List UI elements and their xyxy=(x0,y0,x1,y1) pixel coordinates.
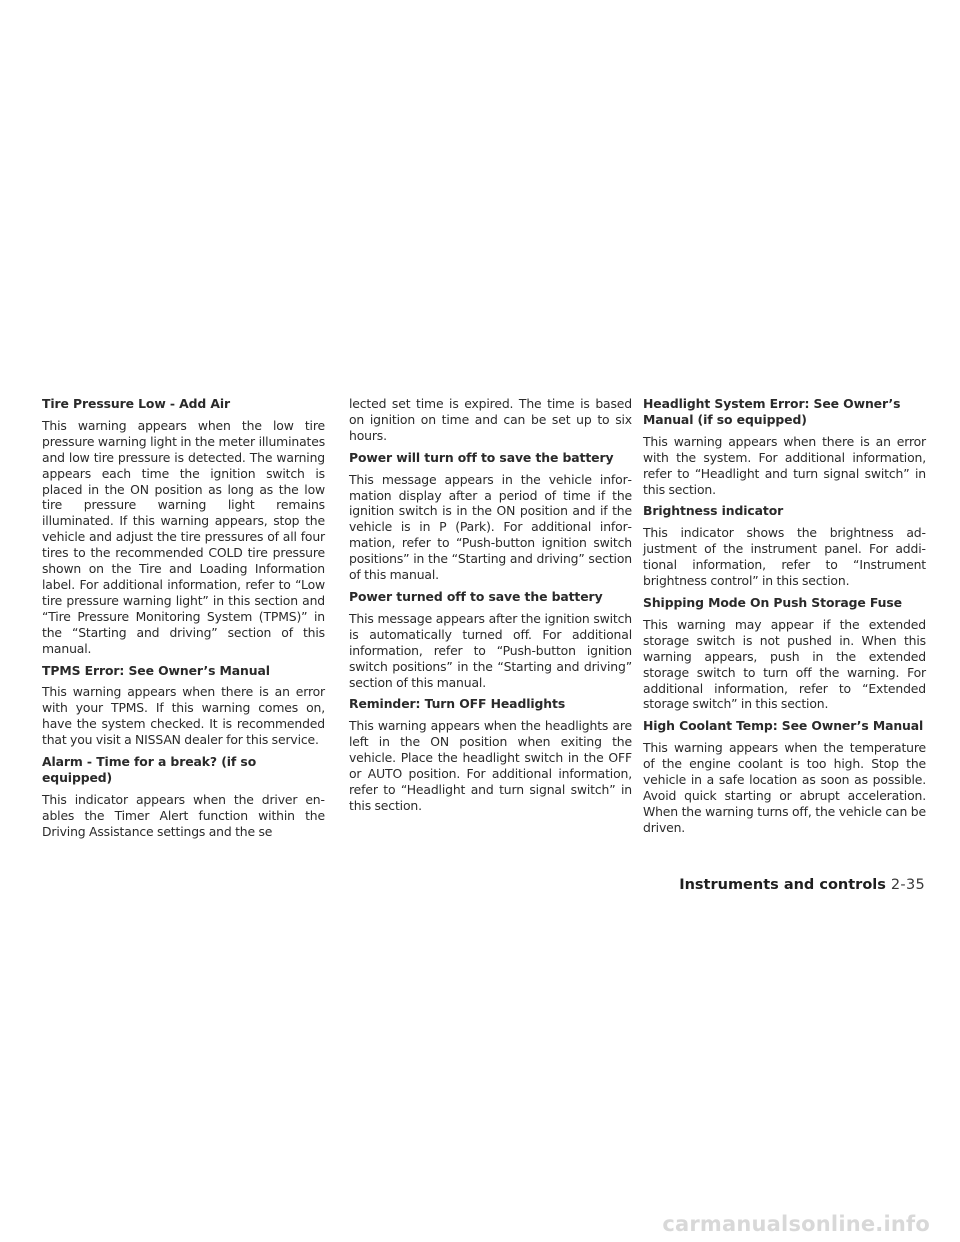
section-heading: Alarm - Time for a break? (if so equipped) xyxy=(42,754,257,785)
body-paragraph: This message appears after the ignition switch is automatically turned off. For additional information, refer to “Push-button ignition switch positions” in the “Starting and driving” section of this manual. xyxy=(349,610,632,690)
body-paragraph: lected set time is expired. The time is based on ignition on time and can be set up to six hours. xyxy=(349,396,632,443)
body-paragraph: This indicator shows the brightness adjustment of the instrument panel. For additional information, refer to “Instrument brightness control” in this section. xyxy=(643,525,926,589)
text-column-3 xyxy=(643,396,926,842)
body-paragraph: This warning appears when the temperature of the engine coolant is too high. Stop the vehicle in a safe location as soon as possible. Avoid quick starting or abrupt acceleration. When the warning turns off, the vehicle can be driven. xyxy=(643,740,926,835)
page-footer xyxy=(679,877,925,893)
body-paragraph: This warning appears when the headlights are left in the ON position when exiting the vehicle. Place the headlight switch in the OFF or AUTO position. For additional information, refer to “Headlight and turn signal switch” in this section. xyxy=(349,718,632,813)
body-paragraph: This warning appears when the low tire pressure warning light in the meter illuminates and low tire pressure is detected. The warning appears each time the ignition switch is placed in the ON position as long as the low tire pressure warning light remains illuminated. If this warning appears, stop the vehicle and adjust the tire pressures of all four tires to the recommended COLD tire pressure shown on the Tire and Loading Information label. For additional information, refer to “Low tire pressure warning light” in this section and “Tire Pressure Monitoring System (TPMS)” in the “Starting and driving” section of this manual. xyxy=(42,417,325,656)
body-paragraph: This warning appears when there is an error with the system. For additional information, refer to “Headlight and turn signal switch” in this section. xyxy=(643,433,926,497)
body-paragraph: This warning appears when there is an error with your TPMS. If this warning comes on, have the system checked. It is recommended that you visit a NISSAN dealer for this service. xyxy=(42,684,325,748)
section-heading: Reminder: Turn OFF Headlights xyxy=(349,696,566,712)
text-column-1 xyxy=(42,396,325,846)
section-heading: Power will turn off to save the battery xyxy=(349,449,614,465)
body-paragraph: This indicator appears when the driver enables the Timer Alert function within the Driving Assistance settings and the se xyxy=(42,791,325,839)
section-heading: Shipping Mode On Push Storage Fuse xyxy=(643,594,902,610)
section-heading: Headlight System Error: See Owner’s Manual (if so equipped) xyxy=(643,396,901,427)
body-paragraph: This message appears in the vehicle information display after a period of time if the ignition switch is in the ON position and if the vehicle is in P (Park). For additional information, refer to “Push-button ignition switch positions” in the “Starting and driving” section of this manual. xyxy=(349,471,632,583)
section-heading: High Coolant Temp: See Owner’s Manual xyxy=(643,718,924,734)
footer-section-title: Instruments and controls xyxy=(679,877,886,893)
section-heading: Brightness indicator xyxy=(643,503,784,519)
footer-page-number: 2-35 xyxy=(890,877,925,893)
text-column-2 xyxy=(349,396,632,820)
watermark-text: carmanualsonline.info xyxy=(662,1212,930,1236)
section-heading: Tire Pressure Low - Add Air xyxy=(42,396,231,411)
section-heading: TPMS Error: See Owner’s Manual xyxy=(42,662,270,678)
body-paragraph: This warning may appear if the extended storage switch is not pushed in. When this warning appears, push in the extended storage switch to turn off the warning. For additional information, refer to “Extended storage switch” in this section. xyxy=(643,616,926,712)
section-heading: Power turned off to save the battery xyxy=(349,588,603,604)
